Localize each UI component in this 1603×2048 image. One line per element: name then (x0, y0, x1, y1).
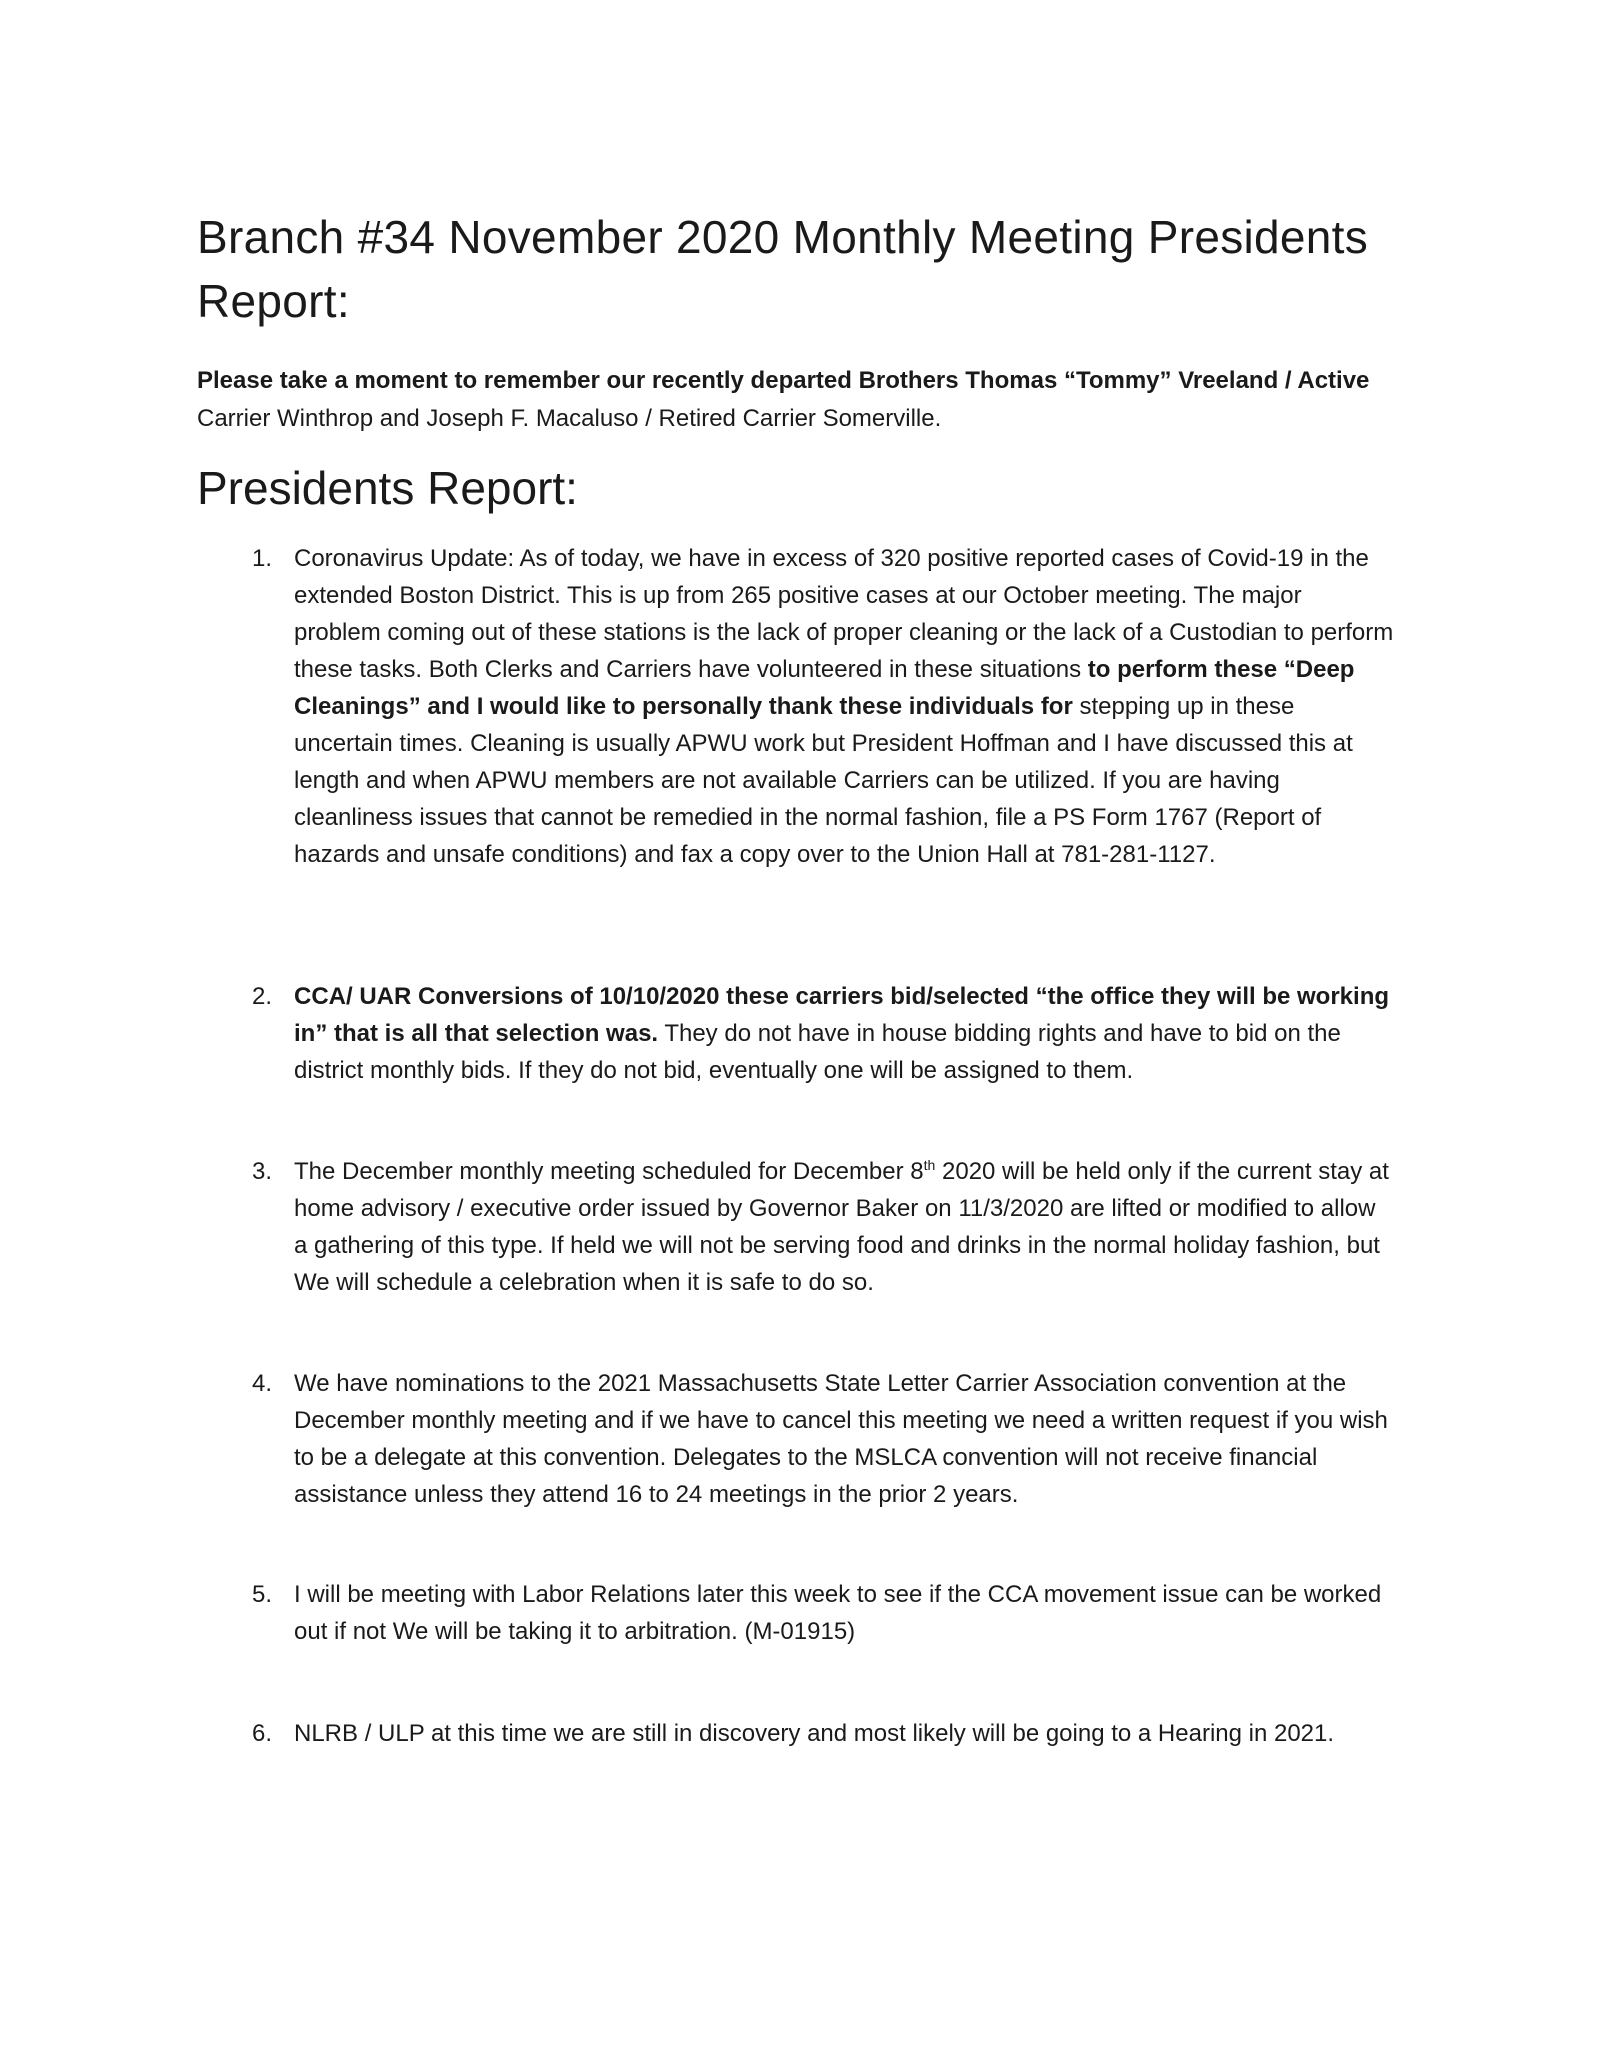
list-item-number: 1. (251, 545, 272, 572)
item-text-part: 2020 will be held only if the current stay at home advisory / executive order issued by Governor Baker on 11/3/2020 are lifted or modified to allow a gathering of this type. If held we will not be serving food and drinks in the normal holiday fashion, but We will schedule a celebration when it is safe to do so. (294, 1158, 1389, 1296)
memorial-text: Carrier Winthrop and Joseph F. Macaluso / Retired Carrier Somerville. (197, 405, 942, 432)
list-item-text (294, 540, 1394, 873)
list-item-text: NLRB / ULP at this time we are still in discovery and most likely will be going to a Hearing in 2021. (294, 1720, 1335, 1747)
section-heading: Presidents Report: (197, 462, 578, 514)
list-item-number: 3. (251, 1158, 272, 1185)
list-item-number: 6. (251, 1720, 272, 1747)
item-bold-text: to perform these “Deep Cleanings” and I would like to personally thank these individuals for (294, 656, 1355, 720)
memorial-paragraph (197, 362, 1397, 438)
item-text-part: stepping up in these uncertain times. Cleaning is usually APWU work but President Hoffman and I have discussed this at length and when APWU members are not available Carriers can be utilized. If you are having cleanliness issues that cannot be remedied in the normal fashion, file a PS Form 1767 (Report of hazards and unsafe conditions) and fax a copy over to the Union Hall at 781-281-1127. (294, 693, 1353, 868)
list-item-text (294, 1153, 1394, 1301)
document-title: Branch #34 November 2020 Monthly Meeting Presidents Report: (197, 211, 1369, 327)
memorial-bold-text: Please take a moment to remember our recently departed Brothers Thomas “Tommy” Vreeland / Active (197, 367, 1370, 394)
item-text-part: They do not have in house bidding rights and have to bid on the district monthly bids. If they do not bid, eventually one will be assigned to them. (294, 1020, 1341, 1084)
item-bold-text: CCA/ UAR Conversions of 10/10/2020 these carriers bid/selected “the office they will be working in” that is all that selection was. (294, 983, 1390, 1047)
list-item-text (294, 978, 1394, 1089)
list-item-text: I will be meeting with Labor Relations later this week to see if the CCA movement issue can be worked out if not We will be taking it to arbitration. (M-01915) (294, 1581, 1382, 1645)
item-text-part: The December monthly meeting scheduled for December 8 (294, 1158, 924, 1185)
ordinal-superscript: th (923, 1157, 936, 1173)
list-item-text: We have nominations to the 2021 Massachusetts State Letter Carrier Association convention at the December monthly meeting and if we have to cancel this meeting we need a written request if you wish to be a delegate at this convention. Delegates to the MSLCA convention will not receive financial assistance unless they attend 16 to 24 meetings in the prior 2 years. (294, 1370, 1388, 1508)
item-text-part: Coronavirus Update: As of today, we have in excess of 320 positive reported cases of Covid-19 in the extended Boston District. This is up from 265 positive cases at our October meeting. The major problem coming out of these stations is the lack of proper cleaning or the lack of a Custodian to perform these tasks. Both Clerks and Carriers have volunteered in these situations (294, 545, 1394, 683)
list-item-number: 4. (251, 1370, 272, 1397)
list-item-number: 5. (251, 1581, 272, 1608)
list-item-number: 2. (251, 983, 272, 1010)
